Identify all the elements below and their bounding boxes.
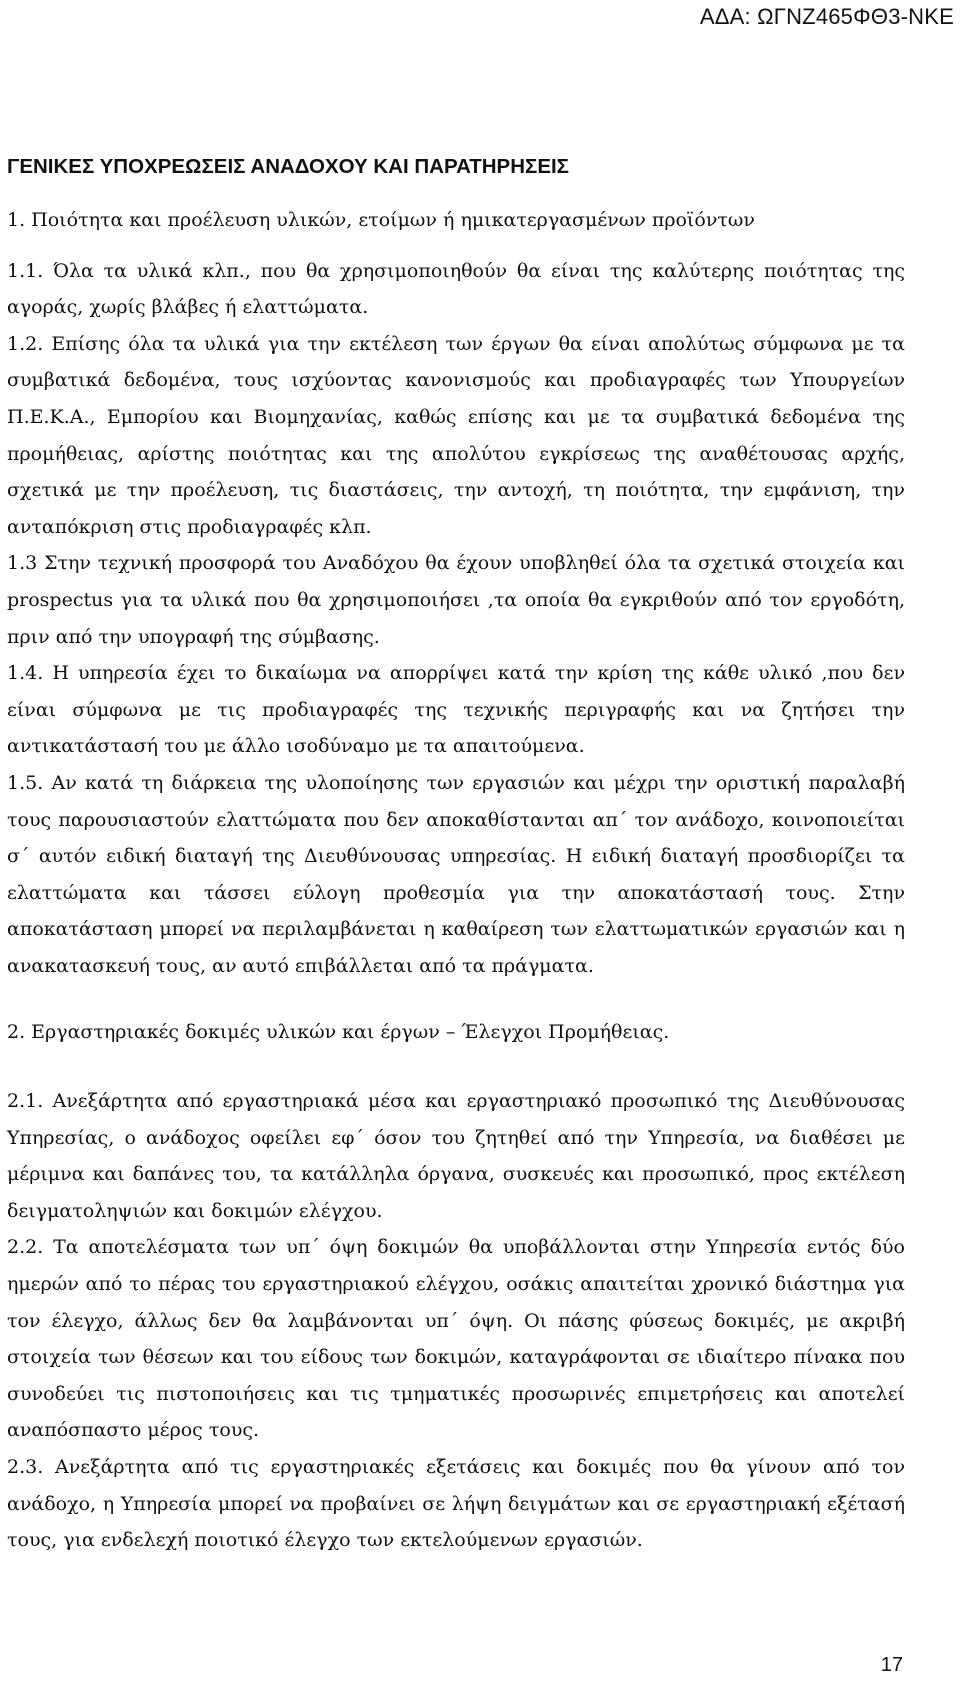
- document-body: [7, 152, 905, 1559]
- paragraph-2-2: 2.2. Τα αποτελέσματα των υπ΄ όψη δοκιμών θα υποβάλλονται στην Υπηρεσία εντός δύο ημερών από το πέρας του εργαστηριακού ελέγχου, οσάκις απαιτείται χρονικό διάστημα για τον έλεγχο, άλλως δεν θα λαμβάνονται υπ΄ όψη. Οι πάσης φύσεως δοκιμές, με ακριβή στοιχεία των θέσεων και του είδους των δοκιμών, καταγράφονται σε ιδιαίτερο πίνακα που συνοδεύει τις πιστοποιήσεις και τις τμηματικές προσωρινές επιμετρήσεις και αποτελεί αναπόσπαστο μέρος τους.: [7, 1236, 905, 1442]
- document-heading: ΓΕΝΙΚΕΣ ΥΠΟΧΡΕΩΣΕΙΣ ΑΝΑΔΟΧΟΥ ΚΑΙ ΠΑΡΑΤΗΡΗΣΕΙΣ: [7, 155, 569, 178]
- section-2-title: 2. Εργαστηριακές δοκιμές υλικών και έργων – Έλεγχοι Προμήθειας.: [7, 1021, 670, 1044]
- paragraph-1-5: 1.5. Αν κατά τη διάρκεια της υλοποίησης των εργασιών και μέχρι την οριστική παραλαβή τους παρουσιαστούν ελαττώματα που δεν αποκαθίστανται απ΄ τον ανάδοχο, κοινοποιείται σ΄ αυτόν ειδική διαταγή της Διευθύνουσας υπηρεσίας. Η ειδική διαταγή προσδιορίζει τα ελαττώματα και τάσσει εύλογη προθεσμία για την αποκατάστασή τους. Στην αποκατάσταση μπορεί να περιλαμβάνεται η καθαίρεση των ελαττωματικών εργασιών και η ανακατασκευή τους, αν αυτό επιβάλλεται από τα πράγματα.: [7, 771, 905, 977]
- paragraph-1-1: 1.1. Όλα τα υλικά κλπ., που θα χρησιμοποιηθούν θα είναι της καλύτερης ποιότητας της αγοράς, χωρίς βλάβες ή ελαττώματα.: [7, 259, 905, 319]
- ada-code: ΑΔΑ: ΩΓΝΖ465ΦΘ3-ΝΚΕ: [699, 4, 954, 29]
- section-1-title: 1. Ποιότητα και προέλευση υλικών, ετοίμων ή ημικατεργασμένων προϊόντων: [7, 209, 755, 231]
- page-number: 17: [880, 1654, 903, 1676]
- paragraph-2-3: 2.3. Ανεξάρτητα από τις εργαστηριακές εξετάσεις και δοκιμές που θα γίνουν από τον ανάδοχο, η Υπηρεσία μπορεί να προβαίνει σε λήψη δειγμάτων και σε εργαστηριακή εξέτασή τους, για ενδελεχή ποιοτικό έλεγχο των εκτελούμενων εργασιών.: [7, 1456, 905, 1552]
- paragraph-1-2: 1.2. Επίσης όλα τα υλικά για την εκτέλεση των έργων θα είναι απολύτως σύμφωνα με τα συμβατικά δεδομένα, τους ισχύοντας κανονισμούς και προδιαγραφές των Υπουργείων Π.Ε.Κ.Α., Εμπορίου και Βιομηχανίας, καθώς επίσης και με τα συμβατικά δεδομένα της προμήθειας, αρίστης ποιότητας και της απολύτου εγκρίσεως της αναθέτουσας αρχής, σχετικά με την προέλευση, τις διαστάσεις, την αντοχή, τη ποιότητα, την εμφάνιση, την ανταπόκριση στις προδιαγραφές κλπ.: [7, 332, 905, 538]
- paragraph-2-1: 2.1. Ανεξάρτητα από εργαστηριακά μέσα και εργαστηριακό προσωπικό της Διευθύνουσας Υπηρεσίας, ο ανάδοχος οφείλει εφ΄ όσον του ζητηθεί από την Υπηρεσία, να διαθέσει με μέριμνα και δαπάνες του, τα κατάλληλα όργανα, συσκευές και προσωπικό, προς εκτέλεση δειγματοληψιών και δοκιμών ελέγχου.: [7, 1090, 905, 1222]
- paragraph-1-4: 1.4. Η υπηρεσία έχει το δικαίωμα να απορρίψει κατά την κρίση της κάθε υλικό ,που δεν είναι σύμφωνα με τις προδιαγραφές της τεχνικής περιγραφής και να ζητήσει την αντικατάστασή του με άλλο ισοδύναμο με τα απαιτούμενα.: [7, 662, 905, 758]
- paragraph-1-3: 1.3 Στην τεχνική προσφορά του Αναδόχου θα έχουν υποβληθεί όλα τα σχετικά στοιχεία και prospectus για τα υλικά που θα χρησιμοποιήσει ,τα οποία θα εγκριθούν από τον εργοδότη, πριν από την υπογραφή της σύμβασης.: [7, 552, 905, 648]
